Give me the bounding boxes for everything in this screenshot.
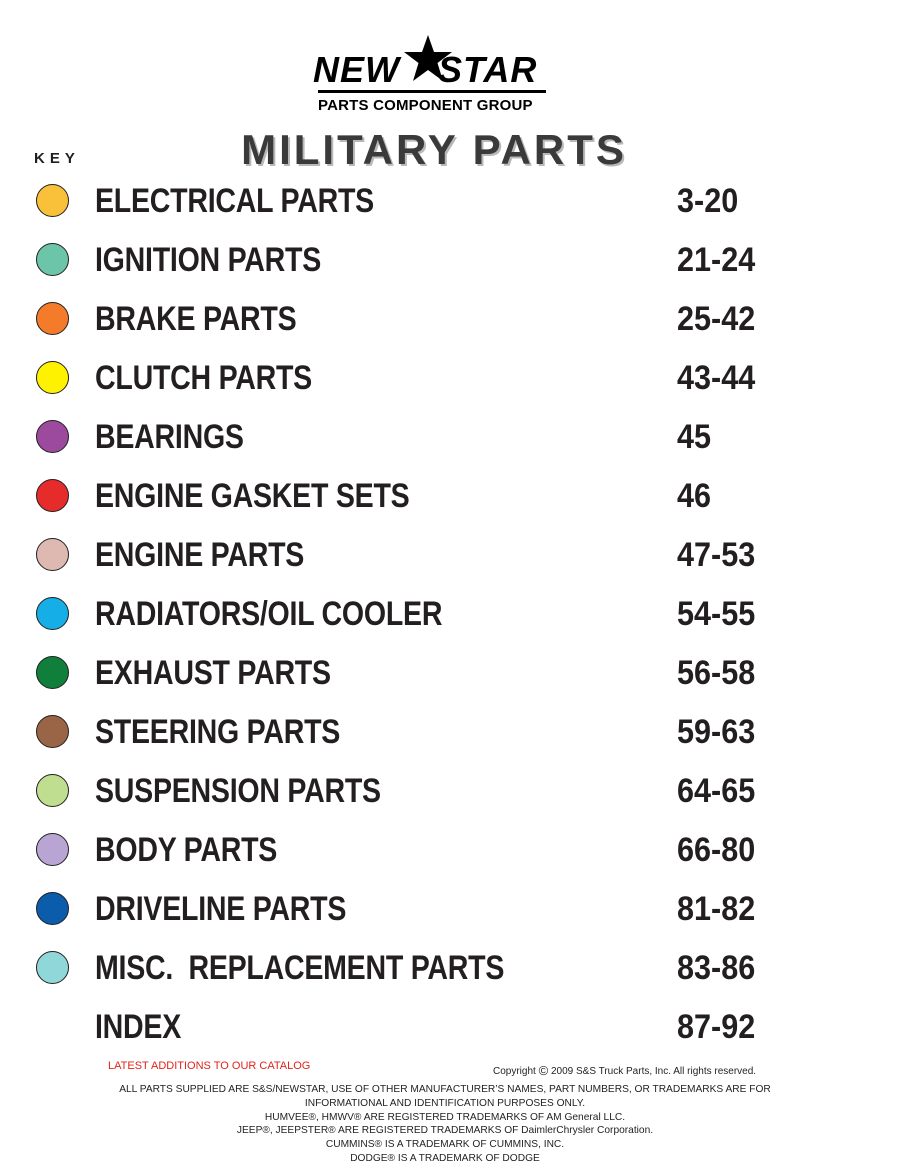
newstar-logo bbox=[310, 34, 554, 118]
section-pages: 25-42 bbox=[677, 300, 756, 338]
copyright-text: 2009 S&S Truck Parts, Inc. All rights reserved. bbox=[550, 1066, 757, 1077]
logo-word-star: STAR bbox=[438, 49, 538, 90]
section-pages: 46 bbox=[677, 477, 712, 515]
section-pages: 81-82 bbox=[677, 890, 756, 928]
section-pages: 56-58 bbox=[677, 654, 756, 692]
section-label: SUSPENSION PARTS bbox=[95, 772, 381, 810]
color-key-dot bbox=[36, 892, 69, 925]
color-key-dot bbox=[36, 479, 69, 512]
section-pages: 43-44 bbox=[677, 359, 756, 397]
section-row-clutch[interactable] bbox=[0, 349, 900, 407]
color-key-dot bbox=[36, 420, 69, 453]
trademark-footer bbox=[0, 1083, 890, 1166]
section-row-bearings[interactable] bbox=[0, 408, 900, 466]
section-label: DRIVELINE PARTS bbox=[95, 890, 347, 928]
color-key-dot bbox=[36, 656, 69, 689]
copyright-notice bbox=[493, 1063, 756, 1078]
color-key-dot bbox=[36, 243, 69, 276]
copyright-prefix: Copyright bbox=[493, 1066, 536, 1077]
section-label: STEERING PARTS bbox=[95, 713, 341, 751]
section-label: RADIATORS/OIL COOLER bbox=[95, 595, 443, 633]
footer-line: ALL PARTS SUPPLIED ARE S&S/NEWSTAR, USE OF OTHER MANUFACTURER’S NAMES, PART NUMBERS, OR TRADEMARKS ARE FOR bbox=[119, 1084, 771, 1095]
section-row-index[interactable] bbox=[0, 998, 900, 1056]
footer-line: JEEP®, JEEPSTER® ARE REGISTERED TRADEMARKS OF DaimlerChrysler Corporation. bbox=[236, 1125, 654, 1137]
section-label: ENGINE PARTS bbox=[95, 536, 305, 574]
section-row-radiators[interactable] bbox=[0, 585, 900, 643]
page-title: MILITARY PARTS bbox=[241, 126, 627, 173]
footer-line: INFORMATIONAL AND IDENTIFICATION PURPOSES ONLY. bbox=[304, 1097, 586, 1109]
logo-word-new: NEW bbox=[313, 49, 400, 90]
latest-additions-link[interactable]: LATEST ADDITIONS TO OUR CATALOG bbox=[108, 1060, 311, 1072]
section-label: MISC. REPLACEMENT PARTS bbox=[95, 949, 505, 987]
section-row-exhaust[interactable] bbox=[0, 644, 900, 702]
section-row-engine-gasket-sets[interactable] bbox=[0, 467, 900, 525]
color-key-dot bbox=[36, 715, 69, 748]
color-key-dot bbox=[36, 951, 69, 984]
color-key-dot bbox=[36, 302, 69, 335]
section-pages: 59-63 bbox=[677, 713, 756, 751]
color-key-dot bbox=[36, 774, 69, 807]
color-key-dot bbox=[36, 597, 69, 630]
section-pages: 3-20 bbox=[677, 182, 739, 220]
copyright-symbol: © bbox=[538, 1063, 549, 1078]
key-label: KEY bbox=[34, 150, 80, 167]
section-pages: 66-80 bbox=[677, 831, 756, 869]
section-pages: 45 bbox=[677, 418, 712, 456]
section-label: INDEX bbox=[95, 1008, 182, 1046]
logo-rule bbox=[318, 90, 546, 93]
section-pages: 87-92 bbox=[677, 1008, 756, 1046]
color-key-dot bbox=[36, 833, 69, 866]
color-key-dot bbox=[36, 361, 69, 394]
section-pages: 21-24 bbox=[677, 241, 756, 279]
section-row-body[interactable] bbox=[0, 821, 900, 879]
section-row-ignition[interactable] bbox=[0, 231, 900, 289]
section-label: IGNITION PARTS bbox=[95, 241, 322, 279]
section-pages: 47-53 bbox=[677, 536, 756, 574]
section-row-steering[interactable] bbox=[0, 703, 900, 761]
section-row-brake[interactable] bbox=[0, 290, 900, 348]
section-pages: 64-65 bbox=[677, 772, 756, 810]
section-label: ELECTRICAL PARTS bbox=[95, 182, 374, 220]
section-label: CLUTCH PARTS bbox=[95, 359, 312, 397]
section-row-misc-replacement[interactable] bbox=[0, 939, 900, 997]
color-key-dot bbox=[36, 538, 69, 571]
section-label: BODY PARTS bbox=[95, 831, 278, 869]
color-key-dot bbox=[36, 184, 69, 217]
section-label: EXHAUST PARTS bbox=[95, 654, 331, 692]
section-row-suspension[interactable] bbox=[0, 762, 900, 820]
section-label: ENGINE GASKET SETS bbox=[95, 477, 410, 515]
footer-line: HUMVEE®, HMWV® ARE REGISTERED TRADEMARKS OF AM General LLC. bbox=[264, 1111, 626, 1123]
section-row-driveline[interactable] bbox=[0, 880, 900, 938]
footer-line: CUMMINS® IS A TRADEMARK OF CUMMINS, INC. bbox=[325, 1139, 565, 1151]
section-pages: 54-55 bbox=[677, 595, 756, 633]
section-row-engine-parts[interactable] bbox=[0, 526, 900, 584]
section-row-electrical[interactable] bbox=[0, 172, 900, 230]
footer-line: DODGE® IS A TRADEMARK OF DODGE bbox=[350, 1152, 540, 1164]
logo-subtitle: PARTS COMPONENT GROUP bbox=[318, 97, 533, 114]
section-label: BEARINGS bbox=[95, 418, 244, 456]
section-pages: 83-86 bbox=[677, 949, 756, 987]
section-label: BRAKE PARTS bbox=[95, 300, 297, 338]
